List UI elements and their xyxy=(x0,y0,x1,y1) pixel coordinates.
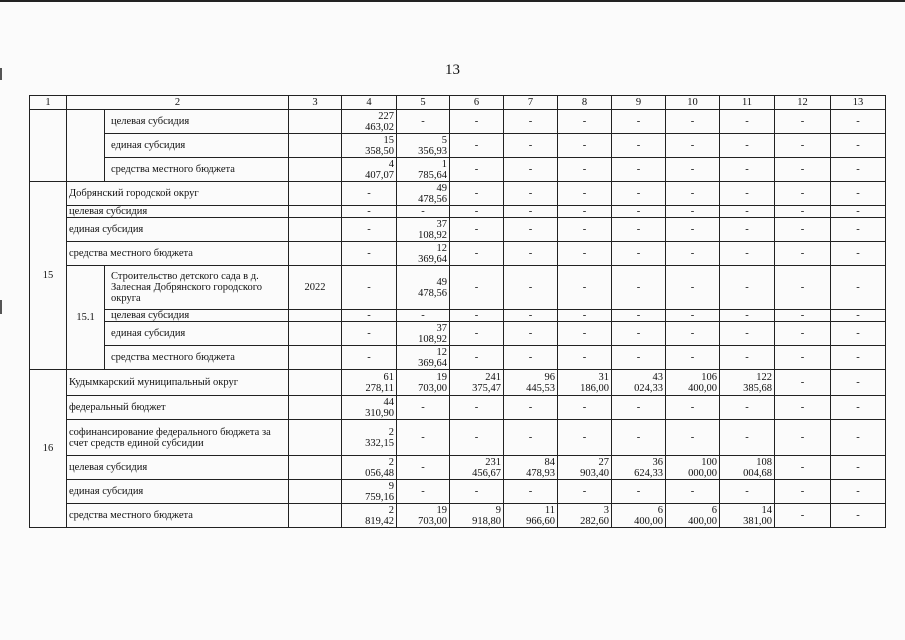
value-cell: - xyxy=(504,206,558,218)
value-cell: - xyxy=(450,322,504,346)
value-cell: - xyxy=(720,396,775,420)
value-cell: - xyxy=(831,456,886,480)
value-cell: 36 624,33 xyxy=(612,456,666,480)
value-cell: - xyxy=(558,346,612,370)
value-cell: - xyxy=(342,218,397,242)
value-cell: - xyxy=(504,480,558,504)
value-cell: - xyxy=(775,456,831,480)
table-row xyxy=(30,456,886,480)
value-cell: - xyxy=(397,396,450,420)
value-cell: - xyxy=(558,218,612,242)
row-label: Добрянский городской округ xyxy=(67,182,289,206)
value-cell: - xyxy=(720,322,775,346)
value-cell: - xyxy=(666,480,720,504)
value-cell: - xyxy=(342,346,397,370)
value-cell: 84 478,93 xyxy=(504,456,558,480)
value-cell: - xyxy=(450,158,504,182)
header-cell: 12 xyxy=(775,96,831,110)
value-cell: - xyxy=(666,242,720,266)
value-cell: - xyxy=(504,218,558,242)
value-cell: - xyxy=(720,206,775,218)
value-cell: 108 004,68 xyxy=(720,456,775,480)
row-label: единая субсидия xyxy=(67,218,289,242)
value-cell: - xyxy=(720,158,775,182)
row-label: Строительство детского сада в д. Залесная Добрянского городского округа xyxy=(105,266,289,310)
value-cell: 31 186,00 xyxy=(558,370,612,396)
value-cell: - xyxy=(612,420,666,456)
value-cell: - xyxy=(612,110,666,134)
row-label: средства местного бюджета xyxy=(105,346,289,370)
value-cell: 100 000,00 xyxy=(666,456,720,480)
value-cell: - xyxy=(720,182,775,206)
value-cell: - xyxy=(504,134,558,158)
value-cell: - xyxy=(831,310,886,322)
value-cell: - xyxy=(720,480,775,504)
value-cell: - xyxy=(831,480,886,504)
year-cell: 2022 xyxy=(289,266,342,310)
year-cell xyxy=(289,158,342,182)
header-cell: 10 xyxy=(666,96,720,110)
value-cell: - xyxy=(342,242,397,266)
row-label: средства местного бюджета xyxy=(105,158,289,182)
value-cell: - xyxy=(612,242,666,266)
value-cell: - xyxy=(775,310,831,322)
value-cell: 12 369,64 xyxy=(397,346,450,370)
table-row xyxy=(30,266,886,310)
value-cell: - xyxy=(775,346,831,370)
year-cell xyxy=(289,206,342,218)
value-cell: - xyxy=(397,110,450,134)
value-cell: 9 759,16 xyxy=(342,480,397,504)
year-cell xyxy=(289,420,342,456)
value-cell: - xyxy=(775,480,831,504)
value-cell: 44 310,90 xyxy=(342,396,397,420)
row-label: средства местного бюджета xyxy=(67,242,289,266)
value-cell: - xyxy=(775,242,831,266)
value-cell: - xyxy=(831,504,886,528)
value-cell: - xyxy=(504,182,558,206)
row-label: софинансирование федерального бюджета за счет средств единой субсидии xyxy=(67,420,289,456)
value-cell: - xyxy=(720,242,775,266)
value-cell: - xyxy=(720,218,775,242)
row-label: федеральный бюджет xyxy=(67,396,289,420)
scan-top-border xyxy=(0,0,905,2)
value-cell: - xyxy=(504,242,558,266)
value-cell: - xyxy=(558,206,612,218)
value-cell: - xyxy=(450,134,504,158)
value-cell: - xyxy=(666,420,720,456)
year-cell xyxy=(289,322,342,346)
table-row xyxy=(30,110,886,134)
header-cell: 7 xyxy=(504,96,558,110)
value-cell: - xyxy=(775,266,831,310)
table-row xyxy=(30,396,886,420)
value-cell: 49 478,56 xyxy=(397,266,450,310)
value-cell: - xyxy=(720,266,775,310)
subnumber-cell: 15.1 xyxy=(67,266,105,370)
row-label: единая субсидия xyxy=(67,480,289,504)
value-cell: 15 358,50 xyxy=(342,134,397,158)
value-cell: - xyxy=(612,346,666,370)
year-cell xyxy=(289,480,342,504)
value-cell: 122 385,68 xyxy=(720,370,775,396)
value-cell: - xyxy=(450,218,504,242)
value-cell: - xyxy=(504,266,558,310)
table-row xyxy=(30,480,886,504)
value-cell: - xyxy=(450,480,504,504)
value-cell: - xyxy=(831,134,886,158)
value-cell: 6 400,00 xyxy=(666,504,720,528)
table-row xyxy=(30,182,886,206)
value-cell: - xyxy=(666,206,720,218)
table-row xyxy=(30,310,886,322)
table-row xyxy=(30,134,886,158)
value-cell: - xyxy=(775,420,831,456)
row-label: целевая субсидия xyxy=(67,456,289,480)
value-cell: 2 332,15 xyxy=(342,420,397,456)
value-cell: - xyxy=(666,396,720,420)
value-cell: - xyxy=(831,322,886,346)
value-cell: 14 381,00 xyxy=(720,504,775,528)
header-cell: 13 xyxy=(831,96,886,110)
value-cell: 9 918,80 xyxy=(450,504,504,528)
subnumber-cell xyxy=(67,110,105,182)
year-cell xyxy=(289,182,342,206)
year-cell xyxy=(289,456,342,480)
table-row xyxy=(30,504,886,528)
value-cell: 2 056,48 xyxy=(342,456,397,480)
value-cell: 96 445,53 xyxy=(504,370,558,396)
year-cell xyxy=(289,110,342,134)
value-cell: - xyxy=(450,420,504,456)
header-cell: 9 xyxy=(612,96,666,110)
value-cell: - xyxy=(666,310,720,322)
value-cell: 37 108,92 xyxy=(397,322,450,346)
value-cell: - xyxy=(831,420,886,456)
value-cell: - xyxy=(775,218,831,242)
row-label: целевая субсидия xyxy=(67,206,289,218)
header-cell: 6 xyxy=(450,96,504,110)
row-label: целевая субсидия xyxy=(105,110,289,134)
table-row xyxy=(30,420,886,456)
value-cell: - xyxy=(558,266,612,310)
value-cell: - xyxy=(831,158,886,182)
header-cell: 3 xyxy=(289,96,342,110)
year-cell xyxy=(289,504,342,528)
value-cell: 37 108,92 xyxy=(397,218,450,242)
value-cell: - xyxy=(558,182,612,206)
value-cell: - xyxy=(666,158,720,182)
value-cell: - xyxy=(612,206,666,218)
value-cell: - xyxy=(450,110,504,134)
value-cell: - xyxy=(342,266,397,310)
table-row xyxy=(30,322,886,346)
value-cell: - xyxy=(612,266,666,310)
value-cell: - xyxy=(504,110,558,134)
value-cell: 5 356,93 xyxy=(397,134,450,158)
page-number: 13 xyxy=(445,62,460,78)
scan-margin-mark xyxy=(0,300,2,314)
value-cell: - xyxy=(612,480,666,504)
value-cell: 43 024,33 xyxy=(612,370,666,396)
value-cell: - xyxy=(831,346,886,370)
year-cell xyxy=(289,370,342,396)
value-cell: - xyxy=(612,322,666,346)
value-cell: - xyxy=(612,310,666,322)
header-cell: 4 xyxy=(342,96,397,110)
value-cell: - xyxy=(720,134,775,158)
value-cell: - xyxy=(558,420,612,456)
value-cell: - xyxy=(775,134,831,158)
value-cell: - xyxy=(666,218,720,242)
value-cell: - xyxy=(775,110,831,134)
value-cell: - xyxy=(450,206,504,218)
table-row xyxy=(30,218,886,242)
table-row xyxy=(30,242,886,266)
value-cell: - xyxy=(450,266,504,310)
value-cell: - xyxy=(666,134,720,158)
value-cell: 19 703,00 xyxy=(397,504,450,528)
value-cell: 27 903,40 xyxy=(558,456,612,480)
value-cell: - xyxy=(831,206,886,218)
value-cell: - xyxy=(831,242,886,266)
value-cell: 19 703,00 xyxy=(397,370,450,396)
value-cell: - xyxy=(612,182,666,206)
value-cell: - xyxy=(558,322,612,346)
year-cell xyxy=(289,242,342,266)
value-cell: - xyxy=(831,266,886,310)
table-header-row xyxy=(30,96,886,110)
value-cell: - xyxy=(558,158,612,182)
value-cell: - xyxy=(342,310,397,322)
value-cell: - xyxy=(558,310,612,322)
value-cell: - xyxy=(720,310,775,322)
value-cell: - xyxy=(666,346,720,370)
value-cell: 61 278,11 xyxy=(342,370,397,396)
value-cell: - xyxy=(775,504,831,528)
value-cell: - xyxy=(612,134,666,158)
value-cell: - xyxy=(720,110,775,134)
value-cell: - xyxy=(450,346,504,370)
value-cell: - xyxy=(831,370,886,396)
value-cell: - xyxy=(558,396,612,420)
year-cell xyxy=(289,134,342,158)
row-number-cell: 15 xyxy=(30,182,67,370)
row-label: средства местного бюджета xyxy=(67,504,289,528)
row-number-cell: 16 xyxy=(30,370,67,528)
value-cell: - xyxy=(342,182,397,206)
header-cell: 11 xyxy=(720,96,775,110)
year-cell xyxy=(289,310,342,322)
year-cell xyxy=(289,346,342,370)
value-cell: - xyxy=(504,396,558,420)
row-label: единая субсидия xyxy=(105,322,289,346)
value-cell: - xyxy=(450,396,504,420)
value-cell: 49 478,56 xyxy=(397,182,450,206)
value-cell: - xyxy=(666,322,720,346)
header-cell: 2 xyxy=(67,96,289,110)
table-row xyxy=(30,346,886,370)
value-cell: - xyxy=(504,158,558,182)
value-cell: - xyxy=(450,242,504,266)
value-cell: - xyxy=(450,182,504,206)
budget-table xyxy=(29,95,886,528)
value-cell: - xyxy=(775,370,831,396)
value-cell: 3 282,60 xyxy=(558,504,612,528)
value-cell: - xyxy=(504,420,558,456)
year-cell xyxy=(289,218,342,242)
value-cell: - xyxy=(612,158,666,182)
value-cell: - xyxy=(397,206,450,218)
value-cell: - xyxy=(342,322,397,346)
value-cell: - xyxy=(342,206,397,218)
header-cell: 1 xyxy=(30,96,67,110)
value-cell: - xyxy=(558,134,612,158)
table-row xyxy=(30,206,886,218)
header-cell: 8 xyxy=(558,96,612,110)
value-cell: - xyxy=(775,206,831,218)
row-label: целевая субсидия xyxy=(105,310,289,322)
value-cell: 227 463,02 xyxy=(342,110,397,134)
value-cell: - xyxy=(558,480,612,504)
row-label: единая субсидия xyxy=(105,134,289,158)
table-row xyxy=(30,370,886,396)
value-cell: 6 400,00 xyxy=(612,504,666,528)
value-cell: 2 819,42 xyxy=(342,504,397,528)
year-cell xyxy=(289,396,342,420)
value-cell: - xyxy=(666,110,720,134)
value-cell: - xyxy=(397,480,450,504)
value-cell: - xyxy=(397,420,450,456)
row-label: Кудымкарский муниципальный округ xyxy=(67,370,289,396)
value-cell: - xyxy=(397,310,450,322)
value-cell: - xyxy=(450,310,504,322)
value-cell: 11 966,60 xyxy=(504,504,558,528)
value-cell: - xyxy=(775,182,831,206)
value-cell: - xyxy=(504,322,558,346)
value-cell: - xyxy=(612,396,666,420)
value-cell: - xyxy=(720,346,775,370)
value-cell: - xyxy=(558,242,612,266)
value-cell: - xyxy=(558,110,612,134)
header-cell: 5 xyxy=(397,96,450,110)
value-cell: 12 369,64 xyxy=(397,242,450,266)
value-cell: - xyxy=(612,218,666,242)
value-cell: - xyxy=(831,396,886,420)
value-cell: - xyxy=(775,158,831,182)
value-cell: - xyxy=(831,182,886,206)
value-cell: - xyxy=(775,322,831,346)
row-number-cell xyxy=(30,110,67,182)
value-cell: 106 400,00 xyxy=(666,370,720,396)
table-row xyxy=(30,158,886,182)
value-cell: - xyxy=(775,396,831,420)
value-cell: - xyxy=(397,456,450,480)
value-cell: 1 785,64 xyxy=(397,158,450,182)
value-cell: - xyxy=(504,346,558,370)
value-cell: 4 407,07 xyxy=(342,158,397,182)
value-cell: - xyxy=(831,110,886,134)
value-cell: - xyxy=(720,420,775,456)
value-cell: - xyxy=(831,218,886,242)
value-cell: - xyxy=(666,266,720,310)
value-cell: 241 375,47 xyxy=(450,370,504,396)
value-cell: - xyxy=(666,182,720,206)
value-cell: 231 456,67 xyxy=(450,456,504,480)
value-cell: - xyxy=(504,310,558,322)
